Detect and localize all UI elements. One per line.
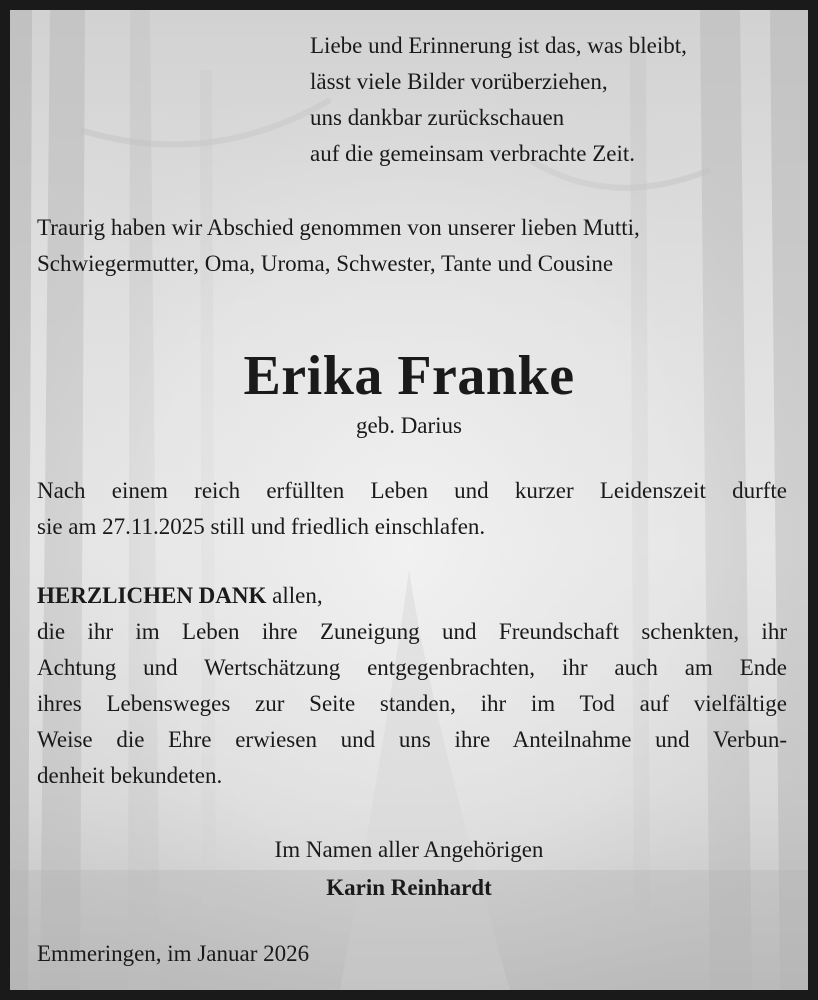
thanks-line: Weise die Ehre erwiesen und uns ihre Anteilnahme und Verbun- [37,727,787,752]
poem-line: uns dankbar zurückschauen [310,105,565,130]
signer-name: Karin Reinhardt [326,875,492,900]
poem-line: Liebe und Erinnerung ist das, was bleibt, [310,33,687,58]
poem-line: lässt viele Bilder vorüberziehen, [310,69,608,94]
passing-line: Nach einem reich erfüllten Leben und kurzer Leidenszeit durfte [37,478,787,503]
on-behalf-text: Im Namen aller Angehörigen [274,837,544,862]
memorial-poem [310,28,800,172]
thanks-heading-line [37,578,787,614]
deceased-name: Erika Franke [243,345,575,407]
intro-line: Traurig haben wir Abschied genommen von unserer lieben Mutti, [37,215,640,240]
passing-line: sie am 27.11.2025 still und friedlich einschlafen. [37,514,486,539]
intro-line: Schwiegermutter, Oma, Uroma, Schwester, Tante und Cousine [37,251,614,276]
intro-text [37,210,797,282]
thanks-line: die ihr im Leben ihre Zuneigung und Freundschaft schenkten, ihr [37,619,787,644]
place-date: Emmeringen, im Januar 2026 [37,941,310,966]
thanks-heading: HERZLICHEN DANK [37,583,267,608]
thanks-text [37,578,787,794]
thanks-line: Achtung und Wertschätzung entgegenbrachten, ihr auch am Ende [37,655,787,680]
thanks-line: denheit bekundeten. [37,763,223,788]
thanks-line: ihres Lebensweges zur Seite standen, ihr im Tod auf vielfältige [37,691,787,716]
passing-text [37,473,787,545]
birth-name: geb. Darius [355,413,463,438]
thanks-heading-rest: allen, [266,583,323,608]
poem-line: auf die gemeinsam verbrachte Zeit. [310,141,636,166]
